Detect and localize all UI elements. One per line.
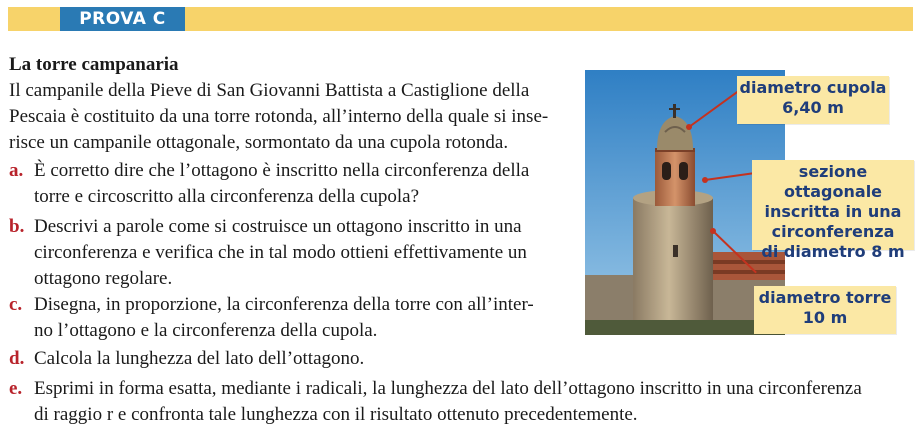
callout-line: 10 m [802, 308, 848, 327]
callout-diametro-cupola [737, 76, 889, 124]
callout-line: di diametro 8 m [761, 242, 905, 261]
callout-sezione-ottagonale [752, 160, 914, 261]
question-line: ottagono regolare. [34, 268, 173, 289]
question-letter: e. [9, 378, 23, 399]
question-line: di raggio r e confronta tale lunghezza con il risultato ottenuto precedentemente. [34, 404, 638, 425]
callout-line: circonferenza [771, 222, 895, 241]
intro-line: risce un campanile ottagonale, sormontato da una cupola rotonda. [9, 132, 509, 153]
callout-line: diametro cupola [739, 78, 887, 97]
question-letter: d. [9, 348, 25, 369]
intro-paragraph [9, 78, 581, 156]
callout-line: inscritta in una [764, 202, 902, 221]
question-line: Descrivi a parole come si costruisce un ottagono inscritto in una [34, 216, 522, 237]
callout-line: 6,40 m [782, 98, 844, 117]
question-line: no l’ottagono e la circonferenza della cupola. [34, 320, 378, 341]
callout-line: diametro torre [758, 288, 892, 307]
question-letter: c. [9, 294, 23, 315]
question-line: È corretto dire che l’ottagono è inscritto nella circonferenza della [34, 160, 530, 181]
question-letter: a. [9, 160, 24, 181]
question-line: Disegna, in proporzione, la circonferenza della torre con all’inter- [34, 294, 534, 315]
question-line: Calcola la lunghezza del lato dell’ottagono. [34, 348, 365, 369]
intro-line: Pescaia è costituito da una torre rotonda, all’interno della quale si inse- [9, 106, 549, 127]
question-line: circonferenza e verifica che in tal modo ottieni effettivamente un [34, 242, 527, 263]
callout-diametro-torre [754, 286, 896, 334]
question-letter: b. [9, 216, 25, 237]
question-line: Esprimi in forma esatta, mediante i radicali, la lunghezza del lato dell’ottagono inscritto in una circonferenza [34, 378, 862, 399]
section-title: La torre campanaria [9, 54, 179, 75]
intro-line: Il campanile della Pieve di San Giovanni Battista a Castiglione della [9, 80, 530, 101]
exam-section-label: PROVA C [60, 7, 185, 31]
callout-line: sezione ottagonale [783, 162, 883, 201]
question-line: torre e circoscritto alla circonferenza della cupola? [34, 186, 420, 207]
